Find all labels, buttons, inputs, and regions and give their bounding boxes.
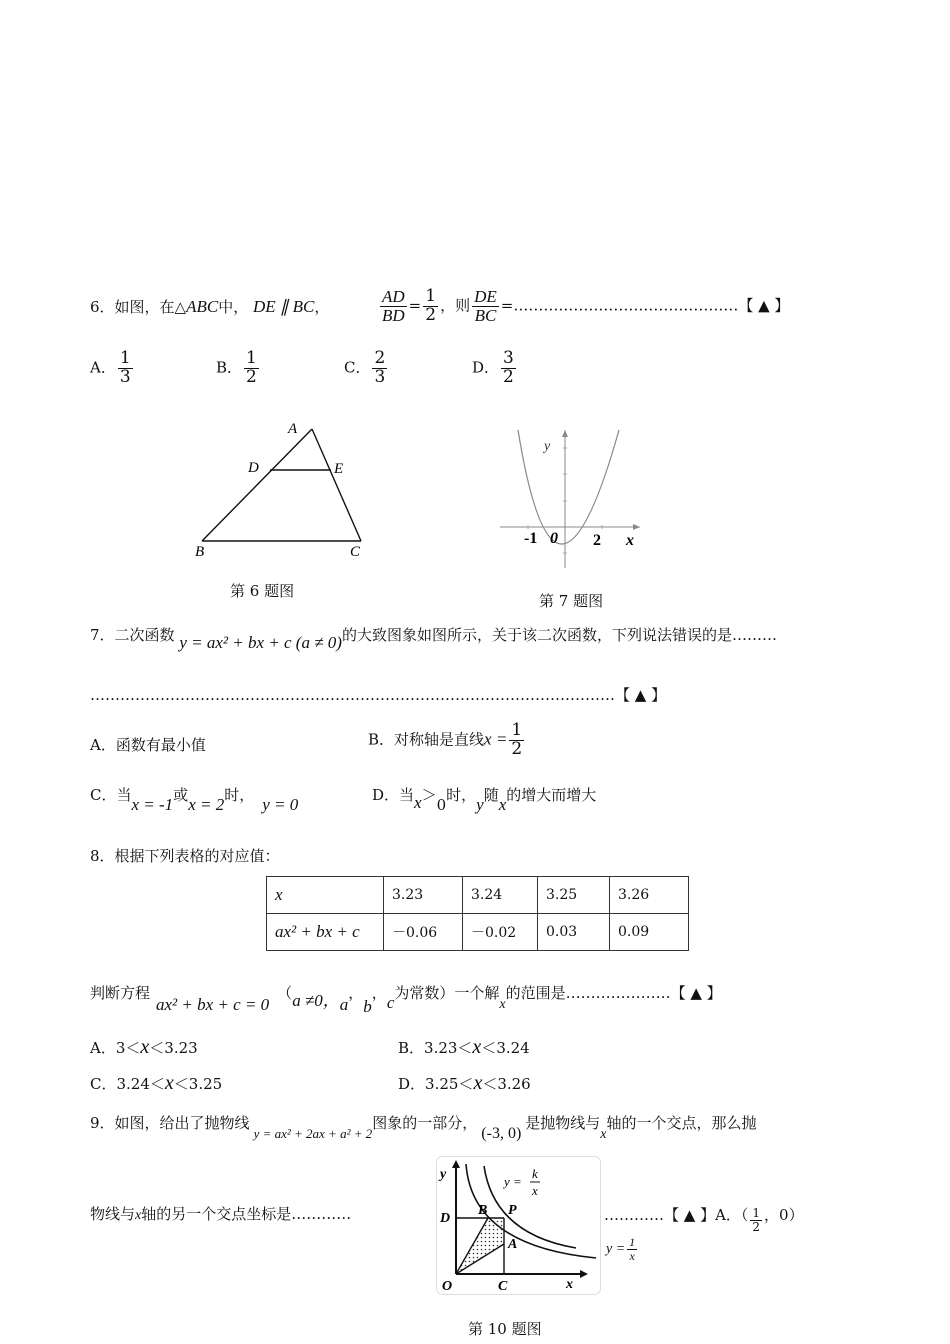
- table-cell: 3.24: [463, 877, 538, 914]
- q7-option-c-a: C．当: [90, 786, 132, 804]
- q7-option-b-num: 1: [511, 720, 523, 740]
- q9-line2-dots: …………【 ▲ 】A．（: [604, 1206, 749, 1225]
- q9-stem-c: 是抛物线与: [525, 1114, 601, 1132]
- q9-stem-d: 轴的一个交点，那么抛: [606, 1114, 757, 1132]
- x-axis-label: x: [626, 532, 634, 549]
- q9-stem-a: 如图，给出了抛物线: [114, 1114, 250, 1132]
- q8-judge: [90, 978, 722, 1016]
- q9-line2-x: x: [135, 1208, 142, 1223]
- q8-option-c-rest: ＜3.25: [173, 1075, 223, 1093]
- q8-judge-a-ne: a ≠0，: [292, 991, 340, 1010]
- q8-judge-comma2: ，: [371, 984, 387, 1002]
- q9-x: x: [600, 1127, 607, 1142]
- q9-line2-right: [604, 1203, 804, 1234]
- q8-judge-b: （: [277, 984, 293, 1002]
- y-axis-label: y: [544, 439, 551, 454]
- q6-frac-de-bc: [472, 288, 499, 325]
- q6-frac1-num: AD: [382, 287, 405, 306]
- q6-option-c: [344, 350, 389, 387]
- y-axis-arrow: [562, 430, 568, 437]
- q7-stem-b: 的大致图象如图所示，关于该二次函数，下列说法错误的是………: [341, 626, 777, 644]
- q8-option-a-label: A．3＜: [90, 1039, 141, 1057]
- label-ykx-num: k: [532, 1166, 538, 1181]
- table-cell: －0.06: [384, 914, 463, 951]
- q8-judge-comma1: ，: [348, 984, 364, 1002]
- q8-option-b-rest: ＜3.24: [481, 1039, 530, 1057]
- table-cell: 3.25: [538, 877, 610, 914]
- tick-two: 2: [593, 532, 601, 549]
- q8-judge-end: 的范围是…………………【 ▲ 】: [505, 984, 722, 1002]
- q7-option-c-when: 时，: [224, 786, 255, 804]
- q7-option-c-x2: x = 2: [188, 795, 225, 814]
- q6-then: ，则: [440, 296, 471, 315]
- side-ac: [312, 429, 361, 541]
- q8-judge-c-end: 为常数）一个解: [394, 984, 500, 1002]
- q6-option-c-den: 3: [374, 366, 386, 387]
- q6-comma: ，: [314, 298, 330, 316]
- label-y1x-num: 1: [629, 1235, 636, 1249]
- q8-option-a-rest: ＜3.23: [149, 1039, 198, 1057]
- q7-option-d-a: D．当: [372, 786, 415, 804]
- q9-point: (-3, 0): [481, 1125, 522, 1142]
- q7-option-d-when: 时，: [446, 786, 477, 804]
- q6-option-a-num: 1: [119, 348, 131, 368]
- q9-line2-b: 轴的另一个交点坐标是…………: [141, 1205, 352, 1223]
- tick-minus-one: -1: [524, 530, 538, 547]
- label-e: E: [334, 461, 344, 477]
- q10-figure-caption: 第 10 题图: [468, 1320, 542, 1338]
- q9-line2-den: 2: [752, 1219, 761, 1234]
- q8-option-b-x: x: [472, 1036, 482, 1058]
- q7-stem-a: 二次函数: [114, 626, 175, 644]
- q6-option-b-num: 1: [246, 348, 257, 368]
- table-cell: 3.23: [384, 877, 463, 914]
- origin-label: 0: [550, 530, 558, 547]
- q8-option-c-x: x: [164, 1072, 174, 1094]
- q8-judge-formula: ax² + bx + c = 0: [156, 995, 270, 1014]
- x-axis-arrow: [633, 524, 640, 530]
- q7-option-c: [90, 784, 299, 814]
- label-x: x: [566, 1277, 573, 1292]
- x-axis-arrow: [580, 1270, 588, 1278]
- q7-option-b: [368, 722, 526, 759]
- q6-option-d-num: 3: [503, 348, 514, 368]
- q6-option-d-frac: [501, 350, 516, 387]
- q7-option-d-zero: 0: [436, 796, 447, 814]
- q7-option-c-or: 或: [173, 786, 189, 804]
- q9-line2-frac: [750, 1207, 762, 1233]
- q7-option-c-x1: x = -1: [131, 795, 174, 814]
- q9-line2-num: 1: [752, 1206, 761, 1220]
- q6-option-d-label: D．: [472, 358, 500, 377]
- q6-option-a: [90, 350, 135, 387]
- q7-option-c-y: y = 0: [262, 795, 299, 814]
- q8-option-a-x: x: [140, 1036, 150, 1058]
- q6-option-a-label: A．: [90, 358, 116, 377]
- label-b: B: [195, 544, 205, 560]
- q8-number: 8．: [90, 847, 115, 865]
- y-axis-arrow: [452, 1160, 460, 1168]
- q6-parallel: DE ∥ BC: [253, 297, 315, 316]
- shaded-region: [456, 1218, 504, 1274]
- q6-option-a-frac: [118, 350, 133, 387]
- label-a: A: [508, 1237, 518, 1252]
- q7-stem: [90, 624, 777, 652]
- q6-option-b: [216, 350, 261, 387]
- q6-dots: =………………………………………: [500, 296, 739, 315]
- label-y1x-den: x: [629, 1248, 635, 1263]
- q6-stem-a: 如图，在△: [114, 298, 187, 316]
- q8-option-c: [90, 1072, 222, 1095]
- side-ab: [202, 429, 312, 541]
- label-o: O: [442, 1279, 453, 1294]
- q6-frac2-num: DE: [474, 287, 497, 306]
- q8-stem: [90, 845, 280, 866]
- table-cell: ax² + bx + c: [267, 914, 384, 951]
- q7-option-b-frac: [509, 722, 524, 759]
- q8-option-b-label: B．3.23＜: [398, 1039, 473, 1057]
- q7-option-d-x: x: [414, 793, 422, 812]
- label-y: y: [440, 1167, 447, 1182]
- q8-option-d: [398, 1072, 531, 1095]
- q6-half-den: 2: [425, 304, 437, 325]
- q8-option-d-label: D．3.25＜: [398, 1075, 474, 1093]
- table-row: [267, 877, 689, 914]
- q7-option-b-x: x =: [484, 729, 508, 749]
- label-a: A: [288, 421, 298, 437]
- label-c: C: [350, 544, 361, 560]
- q6-stem: [90, 296, 329, 317]
- q6-option-c-frac: [372, 350, 387, 387]
- q6-frac-half: [423, 288, 438, 325]
- q9-number: 9．: [90, 1114, 115, 1132]
- q7-option-b-text: B．对称轴是直线: [368, 730, 485, 749]
- q7-option-d-sui: 随: [483, 786, 499, 804]
- q8-value-table: [266, 876, 689, 951]
- q8-judge-c: c: [386, 993, 395, 1012]
- q9-stem-b: 图象的一部分，: [372, 1114, 478, 1132]
- q6-figure-caption: 第 6 题图: [230, 582, 295, 600]
- table-cell: 3.26: [610, 877, 689, 914]
- q8-judge-a: 判断方程: [90, 984, 151, 1002]
- q6-frac-ad-bd: [380, 288, 407, 325]
- q10-label-y1x: [606, 1236, 639, 1262]
- label-ykx-y: y =: [504, 1174, 522, 1189]
- q7-option-d-end: 的增大而增大: [506, 786, 597, 804]
- q8-option-b: [398, 1036, 530, 1059]
- q8-option-d-x: x: [473, 1072, 483, 1094]
- q6-ratio: [378, 288, 789, 325]
- table-row: [267, 914, 689, 951]
- q6-stem-b: 中，: [218, 298, 249, 316]
- q9-stem: [90, 1112, 757, 1142]
- q8-judge-b2: b: [363, 997, 372, 1016]
- q9-formula: y = ax² + 2ax + a² + 2: [253, 1126, 373, 1141]
- label-c: C: [498, 1279, 508, 1294]
- q6-option-a-den: 3: [119, 366, 131, 387]
- q7-option-d: [372, 784, 597, 814]
- q6-triangle-name: ABC: [186, 297, 219, 316]
- q9-line2-end: ，0）: [764, 1206, 804, 1225]
- q8-judge-a2: a: [339, 995, 349, 1014]
- q6-option-c-label: C．: [344, 358, 371, 377]
- q8-option-c-label: C．3.24＜: [90, 1075, 165, 1093]
- label-p: P: [508, 1203, 517, 1218]
- q8-option-d-rest: ＜3.26: [482, 1075, 531, 1093]
- q7-option-d-y: y: [476, 795, 484, 814]
- q6-option-d: [472, 350, 518, 387]
- q6-option-c-num: 2: [374, 348, 386, 368]
- q6-triangle-figure: [190, 418, 380, 563]
- q9-line2: [90, 1203, 351, 1224]
- q6-number: 6．: [90, 298, 115, 316]
- label-d: D: [440, 1211, 451, 1226]
- q6-frac2-den: BC: [474, 305, 497, 325]
- label-y1x-y: y =: [606, 1241, 626, 1257]
- label-d: D: [248, 460, 259, 476]
- q10-hyperbola-figure: [436, 1156, 604, 1296]
- q8-stem-text: 根据下列表格的对应值：: [114, 847, 280, 865]
- q6-option-b-den: 2: [246, 366, 257, 387]
- q7-figure-caption: 第 7 题图: [539, 592, 604, 610]
- q7-option-d-gt: ＞: [421, 786, 437, 804]
- q7-option-a: A．函数有最小值: [90, 736, 206, 754]
- q6-option-b-frac: [244, 350, 259, 387]
- table-cell: x: [267, 877, 384, 914]
- table-cell: －0.02: [463, 914, 538, 951]
- table-cell: 0.09: [610, 914, 689, 951]
- q6-option-b-label: B．: [216, 358, 243, 377]
- label-y1x-frac: [627, 1236, 637, 1262]
- q7-formula: y = ax² + bx + c (a ≠ 0): [179, 633, 342, 652]
- q6-frac1-den: BD: [382, 305, 405, 325]
- q6-option-d-den: 2: [503, 366, 514, 387]
- q8-option-a: [90, 1036, 198, 1059]
- label-b: B: [478, 1203, 488, 1218]
- q7-option-d-x2: x: [498, 795, 507, 814]
- q7-line2: ……………………………………………………………………………………………【 ▲ 】: [90, 686, 667, 704]
- q7-parabola-figure: [498, 428, 646, 570]
- label-ykx-den: x: [532, 1183, 538, 1198]
- q7-option-b-den: 2: [511, 738, 523, 759]
- table-cell: 0.03: [538, 914, 610, 951]
- q6-half-num: 1: [425, 286, 437, 306]
- q6-eq: =: [408, 296, 422, 315]
- q9-line2-a: 物线与: [90, 1205, 136, 1223]
- q7-number: 7．: [90, 626, 115, 644]
- q8-judge-x: x: [499, 997, 506, 1012]
- q6-answer-mark: 【 ▲ 】: [738, 296, 790, 315]
